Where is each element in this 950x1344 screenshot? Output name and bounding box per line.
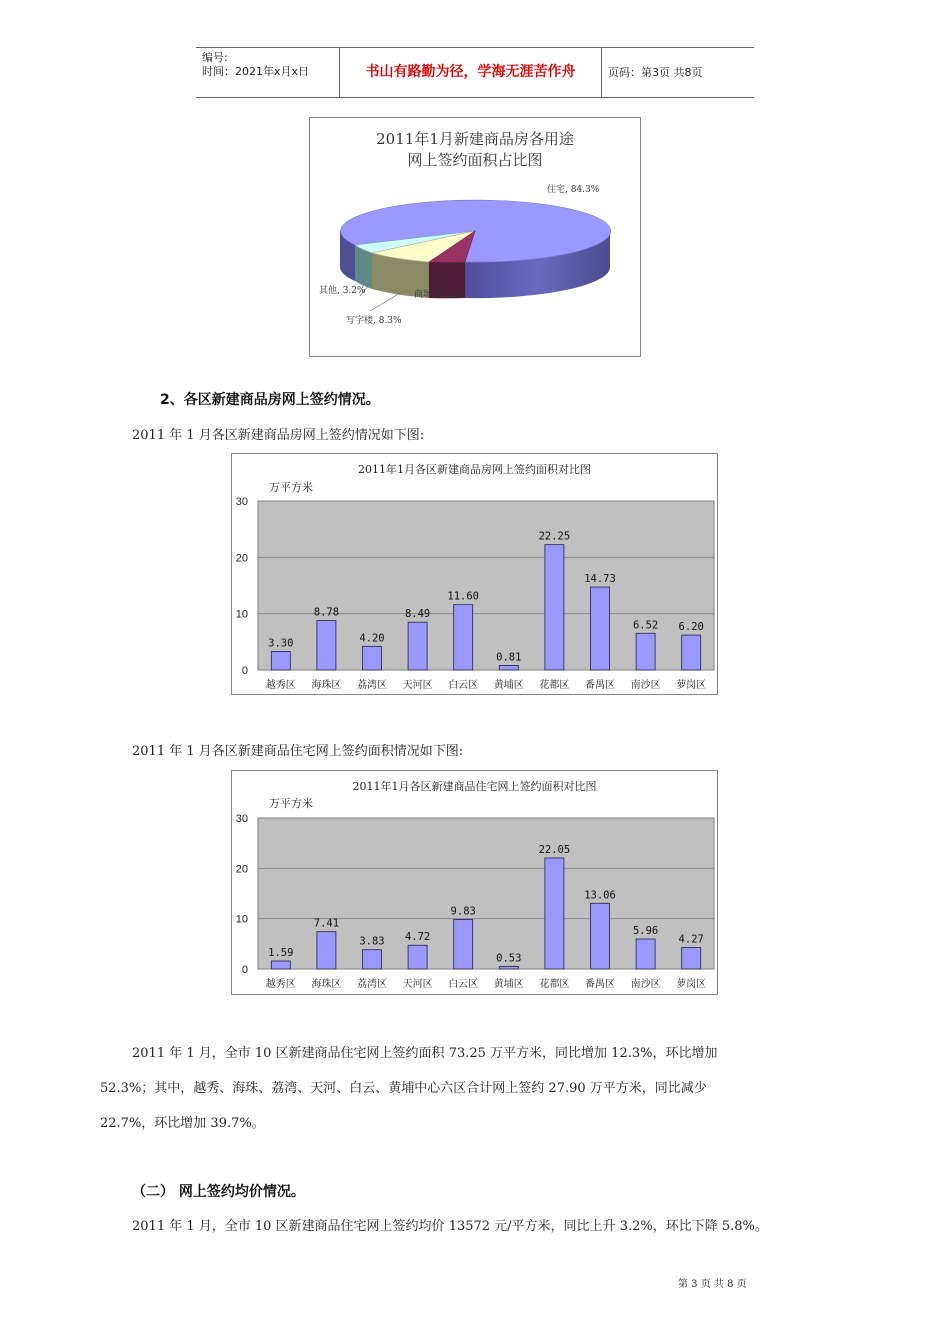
y-tick-label: 30 (235, 496, 248, 508)
data-label: 11.60 (447, 590, 480, 603)
x-tick-label: 番禺区 (585, 680, 615, 691)
x-tick-label: 南沙区 (630, 979, 661, 990)
x-tick-label: 白云区 (448, 979, 479, 990)
bar-chart-2-title: 2011年1月各区新建商品住宅网上签约面积对比图 (352, 780, 597, 793)
data-label: 4.27 (678, 933, 704, 946)
x-tick-label: 花都区 (539, 680, 570, 691)
header-meta (202, 51, 309, 79)
bar (271, 961, 290, 969)
y-tick-label: 10 (235, 608, 248, 621)
x-tick-label: 萝岗区 (676, 979, 707, 990)
bar (408, 945, 427, 969)
bar (499, 665, 518, 670)
x-tick-label: 黄埔区 (493, 680, 524, 691)
y-tick-label: 10 (235, 913, 248, 926)
data-label: 4.72 (404, 931, 431, 944)
data-label: 0.53 (496, 952, 522, 965)
bar (682, 948, 701, 969)
section2-intro2: 2011 年 1 月各区新建商品住宅网上签约面积情况如下图: (132, 744, 464, 759)
bar (363, 646, 382, 670)
bar (636, 633, 655, 670)
y-tick-label: 0 (241, 964, 248, 976)
pie-label-office: 写字楼, 8.3% (346, 316, 402, 326)
section2-heading: 2、各区新建商品房网上签约情况。 (160, 392, 380, 408)
x-tick-label: 海珠区 (311, 979, 342, 990)
bar-chart-1-unit: 万平方米 (269, 481, 313, 494)
para1-line1: 2011 年 1 月，全市 10 区新建商品住宅网上签约面积 73.25 万平方米，同比增加 12.3%，环比增加 (132, 1046, 718, 1061)
x-tick-label: 白云区 (448, 680, 479, 691)
bar (271, 651, 290, 670)
x-tick-label: 萝岗区 (676, 680, 707, 691)
bar (454, 605, 473, 670)
para1-line3: 22.7%，环比增加 39.7%。 (100, 1116, 265, 1131)
data-label: 14.73 (584, 573, 616, 586)
bar-chart-1-title: 2011年1月各区新建商品房网上签约面积对比图 (358, 463, 591, 476)
data-label: 8.78 (313, 606, 340, 619)
header-time-label: 时间：2021年x月x日 (202, 65, 310, 78)
x-tick-label: 荔湾区 (357, 680, 387, 691)
x-tick-label: 南沙区 (630, 680, 661, 691)
data-label: 9.83 (450, 905, 476, 918)
y-tick-label: 20 (235, 552, 248, 565)
bar-chart-1-plot (232, 454, 717, 694)
data-label: 8.49 (404, 608, 431, 621)
pie-label-commercial: 商场, 4.2% (414, 290, 461, 300)
header-number-label: 编号: (202, 51, 228, 64)
bar (636, 939, 655, 969)
pie-chart-title-line1: 2011年1月新建商品房各用途 (376, 130, 574, 148)
data-label: 6.20 (678, 621, 704, 634)
bar (545, 858, 564, 969)
para1-line2: 52.3%；其中，越秀、海珠、荔湾、天河、白云、黄埔中心六区合计网上签约 27.90 万平方米，同比减少 (100, 1081, 707, 1096)
section3-line1: 2011 年 1 月，全市 10 区新建商品住宅网上签约均价 13572 元/平方米，同比上升 3.2%，环比下降 5.8%。 (132, 1219, 768, 1234)
x-tick-label: 花都区 (539, 979, 570, 990)
y-tick-label: 20 (235, 863, 248, 876)
data-label: 6.52 (632, 619, 659, 632)
y-tick-label: 0 (241, 665, 248, 677)
pie-chart-frame (309, 117, 641, 357)
section2-intro1: 2011 年 1 月各区新建商品房网上签约情况如下图: (132, 428, 425, 443)
bar (408, 622, 427, 670)
bar-chart-2-frame (231, 770, 718, 995)
bar (499, 966, 518, 969)
x-tick-label: 荔湾区 (357, 979, 387, 990)
y-tick-label: 30 (235, 813, 248, 825)
bar (363, 950, 382, 969)
header-divider (601, 48, 602, 97)
x-tick-label: 黄埔区 (493, 979, 524, 990)
bar (317, 621, 336, 670)
data-label: 22.25 (538, 530, 571, 543)
bar (317, 932, 336, 969)
pie-label-residential: 住宅, 84.3% (547, 185, 600, 195)
bar-chart-2-plot (232, 771, 717, 994)
data-label: 22.05 (538, 844, 571, 857)
x-tick-label: 越秀区 (265, 979, 296, 990)
header-page-label: 页码：第3页 共8页 (608, 66, 703, 79)
x-tick-label: 海珠区 (311, 680, 342, 691)
data-label: 3.30 (268, 637, 294, 650)
data-label: 4.20 (359, 632, 385, 645)
page-header (196, 47, 754, 98)
x-tick-label: 越秀区 (265, 680, 296, 691)
x-tick-label: 天河区 (402, 979, 433, 990)
data-label: 5.96 (632, 925, 659, 938)
x-tick-label: 天河区 (402, 680, 433, 691)
bar-chart-1-frame (231, 453, 718, 695)
section3-heading: （二） 网上签约均价情况。 (132, 1184, 305, 1200)
bar (682, 635, 701, 670)
pie-chart-title-line2: 网上签约面积占比图 (407, 151, 543, 169)
data-label: 3.83 (359, 935, 385, 948)
bar-chart-2-unit: 万平方米 (269, 797, 313, 810)
pie-label-other: 其他, 3.2% (319, 286, 366, 296)
x-tick-label: 番禺区 (585, 979, 615, 990)
pie-leader-line (370, 293, 400, 311)
bar (591, 587, 610, 670)
data-label: 1.59 (268, 946, 294, 959)
header-motto: 书山有路勤为径，学海无涯苦作舟 (365, 64, 576, 80)
page-footer: 第 3 页 共 8 页 (678, 1279, 747, 1290)
data-label: 0.81 (496, 651, 522, 664)
data-label: 13.06 (584, 889, 616, 902)
bar (545, 545, 564, 670)
bar (454, 920, 473, 969)
data-label: 7.41 (313, 917, 340, 930)
bar (591, 903, 610, 969)
